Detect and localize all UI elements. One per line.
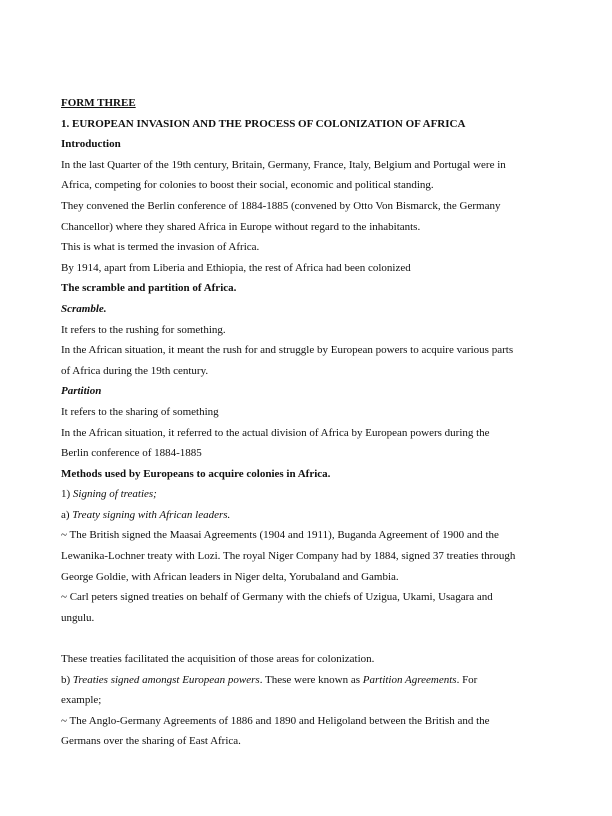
methods-heading: Methods used by Europeans to acquire colonies in Africa.: [61, 467, 331, 480]
introduction-heading: Introduction: [61, 138, 121, 151]
paragraph-line: Africa, competing for colonies to boost their social, economic and political standing.: [61, 179, 434, 192]
paragraph-line: By 1914, apart from Liberia and Ethiopia, the rest of Africa had been colonized: [61, 261, 411, 274]
sub-b-end: . For: [456, 673, 478, 686]
sub-b-number: b): [61, 673, 73, 686]
paragraph-line: ~ The British signed the Maasai Agreements (1904 and 1911), Buganda Agreement of 1900 and the: [61, 529, 499, 542]
method-1-label: Signing of treaties;: [72, 488, 157, 501]
paragraph-line: It refers to the sharing of something: [61, 405, 219, 418]
paragraph-line: Berlin conference of 1884-1885: [61, 447, 202, 460]
document-title: 1. EUROPEAN INVASION AND THE PROCESS OF COLONIZATION OF AFRICA: [61, 117, 466, 130]
blank-line: [61, 628, 561, 649]
paragraph-line: Lewanika-Lochner treaty with Lozi. The royal Niger Company had by 1884, signed 37 treaties through: [61, 550, 516, 563]
method-1-number: 1): [61, 488, 73, 501]
sub-b-label: Treaties signed amongst European powers: [72, 673, 260, 686]
paragraph-line: Chancellor) where they shared Africa in Europe without regard to the inhabitants.: [61, 220, 421, 233]
partition-heading: Partition: [61, 385, 102, 398]
paragraph-line: In the African situation, it meant the rush for and struggle by European powers to acquire various parts: [61, 344, 514, 357]
paragraph-line: They convened the Berlin conference of 1884-1885 (convened by Otto Von Bismarck, the Germany: [61, 199, 501, 212]
scramble-partition-heading: The scramble and partition of Africa.: [61, 282, 237, 295]
paragraph-line: of Africa during the 19th century.: [61, 364, 209, 377]
document-page: [61, 93, 561, 752]
sub-b-line: [61, 670, 561, 691]
paragraph-line: example;: [61, 694, 102, 707]
paragraph-line: ungulu.: [61, 611, 95, 624]
paragraph-line: George Goldie, with African leaders in Niger delta, Yorubaland and Gambia.: [61, 570, 399, 583]
sub-a-line: [61, 505, 561, 526]
method-1-line: [61, 484, 561, 505]
sub-a-number: a): [61, 508, 73, 521]
sub-b-mid: . These were known as: [259, 673, 363, 686]
paragraph-line: Germans over the sharing of East Africa.: [61, 735, 241, 748]
form-label: FORM THREE: [61, 97, 136, 109]
paragraph-line: In the last Quarter of the 19th century, Britain, Germany, France, Italy, Belgium and Portugal were in: [61, 158, 506, 171]
paragraph-line: These treaties facilitated the acquisition of those areas for colonization.: [61, 653, 375, 666]
paragraph-line: ~ The Anglo-Germany Agreements of 1886 and 1890 and Heligoland between the British and the: [61, 714, 490, 727]
paragraph-line: It refers to the rushing for something.: [61, 323, 226, 336]
paragraph-line: In the African situation, it referred to the actual division of Africa by European powers during the: [61, 426, 490, 439]
sub-a-label: Treaty signing with African leaders.: [72, 508, 231, 521]
paragraph-line: ~ Carl peters signed treaties on behalf of Germany with the chiefs of Uzigua, Ukami, Usagara and: [61, 591, 493, 604]
sub-b-term: Partition Agreements: [362, 673, 457, 686]
scramble-heading: Scramble.: [61, 302, 107, 315]
paragraph-line: This is what is termed the invasion of Africa.: [61, 241, 260, 254]
